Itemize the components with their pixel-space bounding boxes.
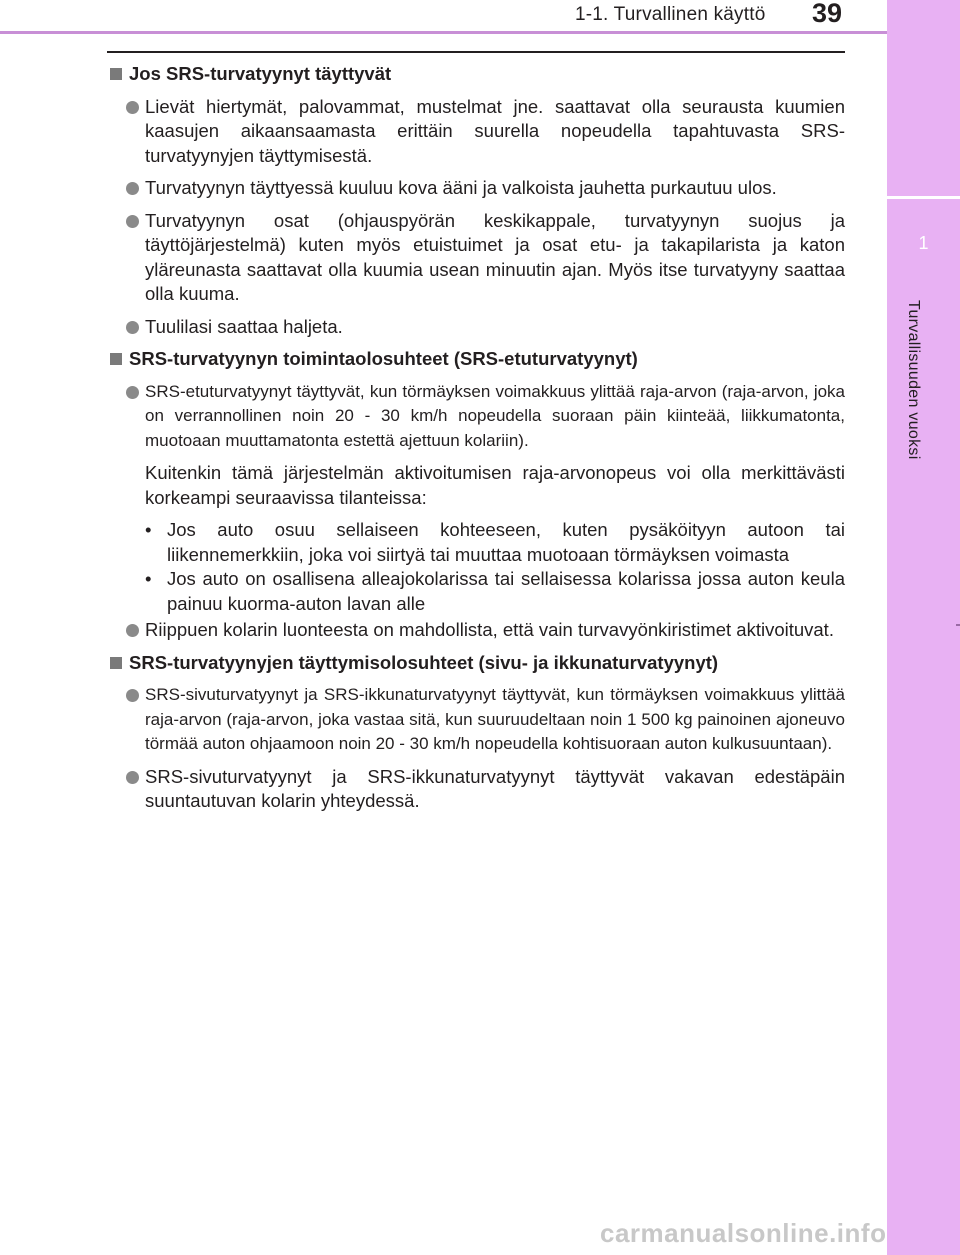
square-bullet-icon bbox=[110, 68, 122, 80]
list-item-text: SRS-etuturvatyynyt täyttyvät, kun törmäyksen voimakkuus ylittää raja-arvon (raja-arvon, joka on verrannollinen noin 20 - 30 km/h nopeudella suoraan päin kiinteää, liikkumatonta, muotoaan muuttamatonta estettä ajettuun kolariin). bbox=[145, 381, 845, 450]
page-number: 39 bbox=[812, 0, 843, 28]
list-item-text: SRS-sivuturvatyynyt ja SRS-ikkunaturvatyynyt täyttyvät, kun törmäyksen voimakkuus ylittää raja-arvon (raja-arvon, joka vastaa sitä, kun suuruudeltaan noin 1 500 kg painoinen ajoneuvo törmää auton ohjaamoon noin 20 - 30 km/h nopeudella kohtisuoraan auton kulkusuuntaan). bbox=[145, 685, 845, 753]
dash-list-item bbox=[110, 567, 845, 616]
list-item-text: Turvatyynyn osat (ohjauspyörän keskikappale, turvatyynyn suojus ja täyttöjärjestelmä) kuten myös etuistuimet ja osat etu- ja takapilarista ja katon yläreunasta saattavat olla kuumia usean minuutin ajan. Myös itse turvatyyny saattaa olla kuuma. bbox=[145, 209, 845, 304]
section-heading bbox=[110, 651, 845, 676]
section-heading-text: Jos SRS-turvatyynyt täyttyvät bbox=[129, 63, 392, 84]
list-item-text: Tuulilasi saattaa haljeta. bbox=[145, 315, 343, 337]
list-item bbox=[110, 765, 845, 814]
paragraph: Kuitenkin tämä järjestelmän aktivoitumisen raja-arvonopeus voi olla merkittävästi korkeampi seuraavissa tilanteissa: bbox=[145, 462, 845, 508]
list-item bbox=[110, 618, 845, 643]
circle-bullet-icon bbox=[126, 101, 139, 114]
dash-bullet-icon: • bbox=[145, 568, 152, 589]
square-bullet-icon bbox=[110, 657, 122, 669]
section-heading bbox=[110, 347, 845, 372]
list-item-text: Lievät hiertymät, palovammat, mustelmat jne. saattavat olla seurausta kuumien kaasujen aikaansaamasta erittäin suurella nopeudella tapahtuvasta SRS-turvatyynyjen täyttymisestä. bbox=[145, 95, 845, 166]
section-heading bbox=[110, 62, 845, 87]
list-item-text: Riippuen kolarin luonteesta on mahdollista, että vain turvavyönkiristimet aktivoituvat. bbox=[145, 619, 834, 640]
side-tab-separator bbox=[887, 196, 960, 199]
section-heading-text: SRS-turvatyynyjen täyttymisolosuhteet (sivu- ja ikkunaturvatyynyt) bbox=[129, 651, 719, 673]
circle-bullet-icon bbox=[126, 624, 139, 637]
list-item bbox=[110, 683, 845, 757]
dash-list bbox=[110, 518, 845, 616]
side-tab-chapter-number[interactable]: 1 bbox=[918, 233, 929, 253]
list-item bbox=[110, 209, 845, 307]
list-item bbox=[110, 315, 845, 340]
header-rule bbox=[0, 31, 887, 34]
side-tab-label[interactable]: Turvallisuuden vuoksi bbox=[905, 300, 922, 460]
watermark: carmanualsonline.info bbox=[600, 1218, 887, 1248]
circle-bullet-icon bbox=[126, 771, 139, 784]
circle-bullet-icon bbox=[126, 321, 139, 334]
dash-list-item-text: Jos auto osuu sellaiseen kohteeseen, kuten pysäköityyn autoon tai liikennemerkkiin, joka voi siirtyä tai muuttaa muotoaan törmäyksen voimasta bbox=[167, 519, 845, 565]
content-top-rule bbox=[107, 51, 845, 53]
square-bullet-icon bbox=[110, 353, 122, 365]
section-heading-text: SRS-turvatyynyn toimintaolosuhteet (SRS-etuturvatyynyt) bbox=[129, 348, 638, 369]
side-tab-tick bbox=[956, 624, 960, 626]
page-content bbox=[110, 62, 845, 822]
chapter-title: 1-1. Turvallinen käyttö bbox=[575, 4, 766, 25]
list-item bbox=[110, 176, 845, 201]
list-item bbox=[110, 380, 845, 454]
list-item-text: SRS-sivuturvatyynyt ja SRS-ikkunaturvatyynyt täyttyvät vakavan edestäpäin suuntautuvan kolarin yhteydessä. bbox=[145, 765, 845, 811]
dash-list-item bbox=[110, 518, 845, 567]
dash-bullet-icon: • bbox=[145, 519, 152, 540]
circle-bullet-icon bbox=[126, 182, 139, 195]
dash-list-item-text: Jos auto on osallisena alleajokolarissa tai sellaisessa kolarissa jossa auton keula painuu kuorma-auton lavan alle bbox=[167, 568, 845, 614]
circle-bullet-icon bbox=[126, 386, 139, 399]
circle-bullet-icon bbox=[126, 215, 139, 228]
side-tab bbox=[887, 0, 960, 1255]
list-item bbox=[110, 95, 845, 169]
list-item-text: Turvatyynyn täyttyessä kuuluu kova ääni ja valkoista jauhetta purkautuu ulos. bbox=[145, 177, 777, 198]
circle-bullet-icon bbox=[126, 689, 139, 702]
